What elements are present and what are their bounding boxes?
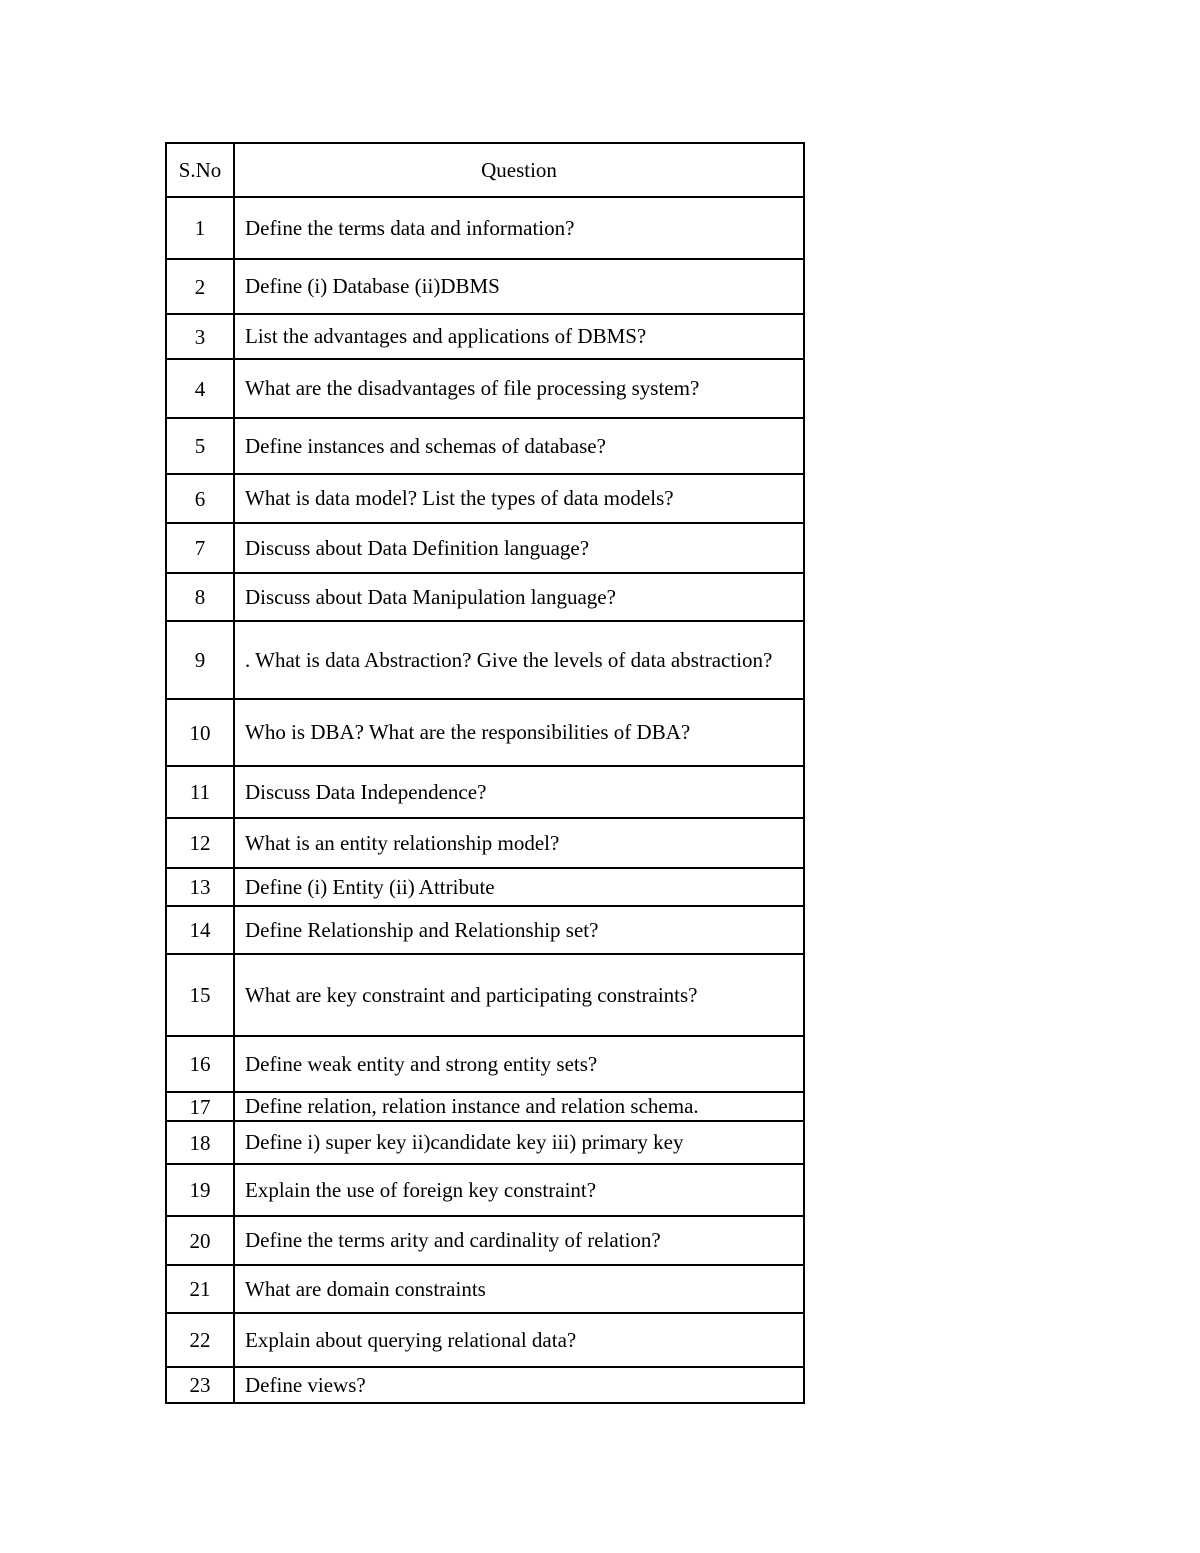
row-sno: 4	[166, 359, 234, 418]
row-sno: 20	[166, 1216, 234, 1265]
row-question: What are key constraint and participating constraints?	[234, 954, 804, 1036]
row-sno: 9	[166, 621, 234, 699]
table-header-row	[166, 143, 804, 197]
row-question: What are the disadvantages of file processing system?	[234, 359, 804, 418]
row-question: Define views?	[234, 1367, 804, 1403]
table-row	[166, 906, 804, 954]
table-row	[166, 359, 804, 418]
row-sno: 14	[166, 906, 234, 954]
row-sno: 23	[166, 1367, 234, 1403]
table-row	[166, 523, 804, 573]
row-sno: 2	[166, 259, 234, 314]
table-row	[166, 1092, 804, 1121]
row-sno: 17	[166, 1092, 234, 1121]
row-sno: 1	[166, 197, 234, 259]
table-row	[166, 259, 804, 314]
row-question: Who is DBA? What are the responsibilities of DBA?	[234, 699, 804, 766]
row-question: What are domain constraints	[234, 1265, 804, 1313]
table-row	[166, 766, 804, 818]
row-question: . What is data Abstraction? Give the levels of data abstraction?	[234, 621, 804, 699]
row-sno: 13	[166, 868, 234, 906]
row-sno: 7	[166, 523, 234, 573]
row-sno: 6	[166, 474, 234, 523]
header-question: Question	[234, 143, 804, 197]
table-row	[166, 474, 804, 523]
row-question: Define weak entity and strong entity sets?	[234, 1036, 804, 1092]
row-sno: 11	[166, 766, 234, 818]
row-question: Explain about querying relational data?	[234, 1313, 804, 1367]
table-row	[166, 699, 804, 766]
table-row	[166, 1164, 804, 1216]
table-body	[166, 197, 804, 1403]
row-sno: 21	[166, 1265, 234, 1313]
row-question: What is data model? List the types of data models?	[234, 474, 804, 523]
row-sno: 16	[166, 1036, 234, 1092]
row-question: Define Relationship and Relationship set?	[234, 906, 804, 954]
row-sno: 5	[166, 418, 234, 474]
table-row	[166, 818, 804, 868]
table-row	[166, 418, 804, 474]
row-sno: 18	[166, 1121, 234, 1164]
table-row	[166, 314, 804, 359]
row-sno: 19	[166, 1164, 234, 1216]
table-row	[166, 621, 804, 699]
table-row	[166, 1216, 804, 1265]
row-sno: 3	[166, 314, 234, 359]
row-sno: 22	[166, 1313, 234, 1367]
table-row	[166, 1367, 804, 1403]
row-question: Define the terms data and information?	[234, 197, 804, 259]
header-sno: S.No	[166, 143, 234, 197]
row-question: Discuss Data Independence?	[234, 766, 804, 818]
question-table	[165, 142, 805, 1404]
table-row	[166, 1313, 804, 1367]
table-row	[166, 573, 804, 621]
row-sno: 8	[166, 573, 234, 621]
row-question: Define relation, relation instance and relation schema.	[234, 1092, 804, 1121]
table-row	[166, 1036, 804, 1092]
row-question: Define (i) Entity (ii) Attribute	[234, 868, 804, 906]
row-question: Discuss about Data Definition language?	[234, 523, 804, 573]
row-question: Discuss about Data Manipulation language?	[234, 573, 804, 621]
row-sno: 12	[166, 818, 234, 868]
row-question: Define i) super key ii)candidate key iii) primary key	[234, 1121, 804, 1164]
row-question: Define the terms arity and cardinality of relation?	[234, 1216, 804, 1265]
table-row	[166, 954, 804, 1036]
row-sno: 10	[166, 699, 234, 766]
row-question: What is an entity relationship model?	[234, 818, 804, 868]
table-row	[166, 1121, 804, 1164]
table-row	[166, 197, 804, 259]
row-sno: 15	[166, 954, 234, 1036]
row-question: Define (i) Database (ii)DBMS	[234, 259, 804, 314]
table-row	[166, 1265, 804, 1313]
row-question: Explain the use of foreign key constraint?	[234, 1164, 804, 1216]
row-question: List the advantages and applications of DBMS?	[234, 314, 804, 359]
table-row	[166, 868, 804, 906]
row-question: Define instances and schemas of database?	[234, 418, 804, 474]
